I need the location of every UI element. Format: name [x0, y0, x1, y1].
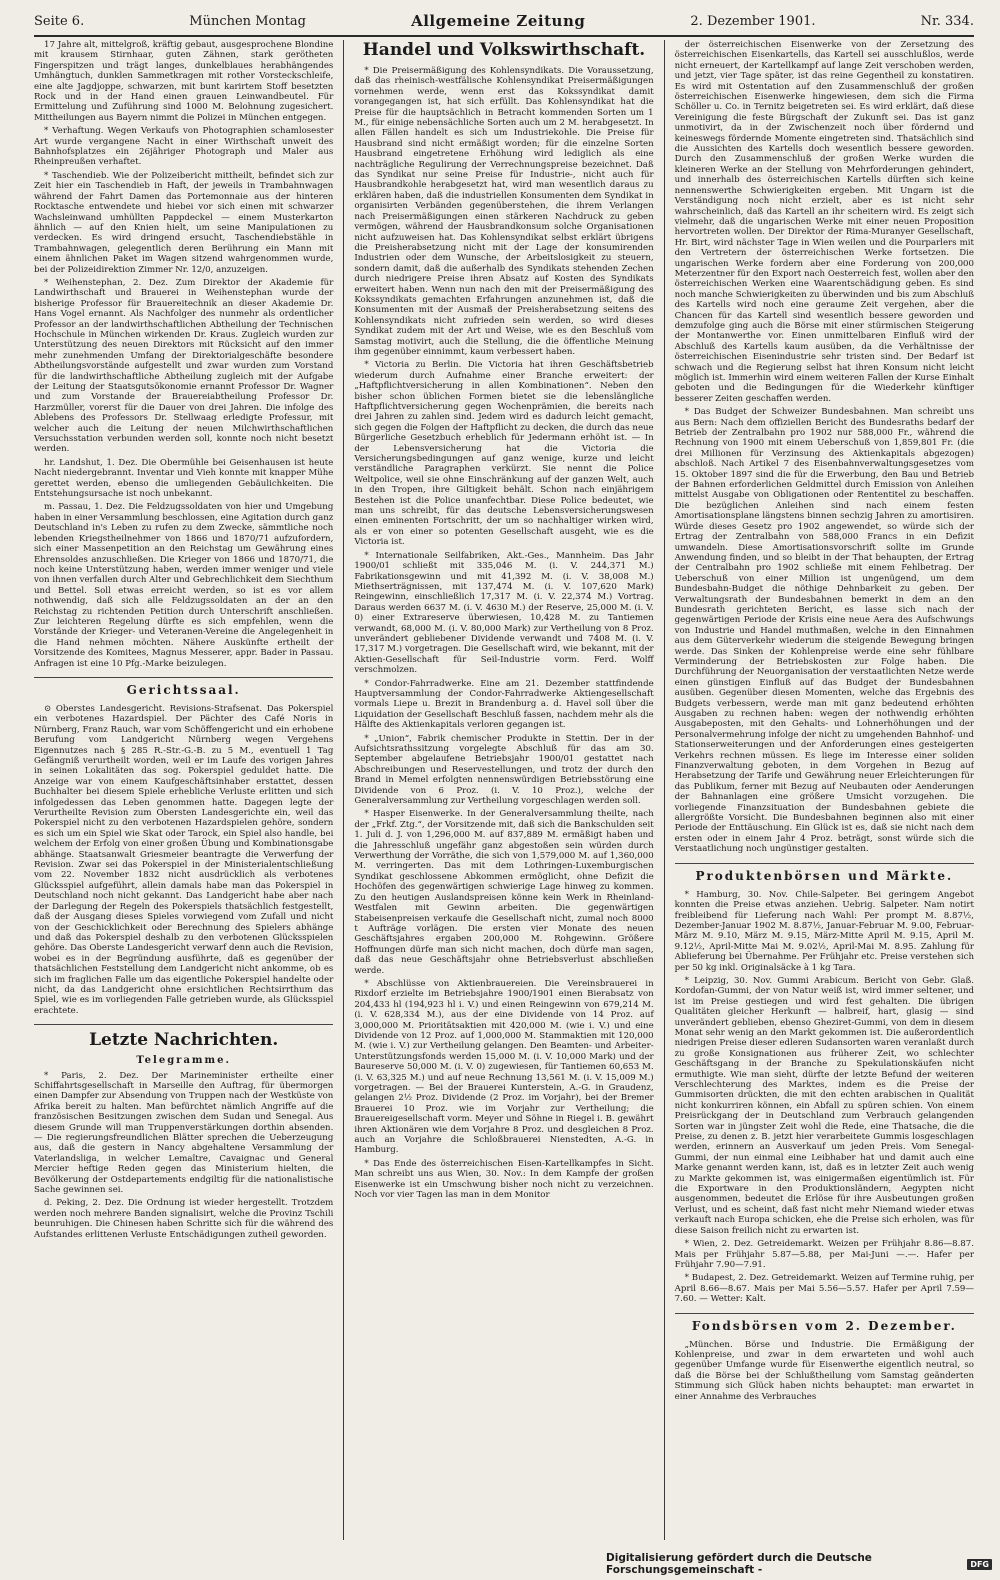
article: * Victoria zu Berlin. Die Victoria hat ihren Geschäftsbetrieb wiederum durch Aufnahme einer Branche erweitert: der „Haftpflichtversicherung in allen Kombinationen“. Neben den bisher schon üblichen Formen bietet sie die lebenslängliche Haftpflichtversicherung gegen Wochenprämien, die bereits nach drei Jahren zu zahlen sind. Jedem wird es dadurch leicht gemacht, sich gegen die Folgen der Haftpflicht zu decken, die durch das neue Bürgerliche Gesetzbuch erheblich für Jedermann erhöht ist. — In der Lebensversicherung hat die Victoria die Versicherungsbedingungen auf ganz wenige, kurze und leicht verständliche Paragraphen verkürzt. Sie nennt die Police Weltpolice, weil sie ohne Einschränkung auf der ganzen Welt, auch in den Tropen, ihre Giltigkeit behält. Schon nach einjährigem Bestehen ist die Police unanfechtbar. Diese Police bedeutet, wie man uns schreibt, für das deutsche Lebensversicherungswesen einen eminenten Fortschritt, der um so nachhaltiger wirken wird, als er von einer so potenten Gesellschaft ausgeht, wie es die Victoria ist.	[354, 360, 654, 548]
dfg-logo: DFG	[967, 1559, 992, 1570]
article: ⊙ Oberstes Landesgericht. Revisions-Strafsenat. Das Pokerspiel ein verbotenes Hazardspiel. Der Pächter des Café Noris in Nürnberg, Franz Rauch, war vom Schöffengericht und ein erhobene Berufung vom Landgericht Nürnberg wegen Vergehens Eigennutzes nach § 285 R.-Str.-G.-B. zu 5 M., eventuell 1 Tag Gefängniß verurtheilt worden, weil er im Laufe des vorigen Jahres in seinen Lokalitäten das sog. Pokerspiel geduldet hatte. Die Anzeige war von einem Kaufgeschäftsinhaber erstattet, dessen Buchhalter bei diesem Spiele erhebliche Verluste erlitten und sich infolgedessen das Leben genommen hatte. Dagegen legte der Verurtheilte Revision zum Obersten Landesgerichte ein, weil das Pokerspiel nicht zu den verbotenen Hazardspielen gehöre, sondern es sich um ein Spiel wie Skat oder Tarock, ein Spiel also handle, bei welchem der Erfolg von einer großen Übung und Kombinationsgabe abhänge. Staatsanwalt Griesmeier beantragte die Verwerfung der Revision. Zwar sei das Pokerspiel in der Ministerialentschließung vom 22. November 1832 nicht ausdrücklich als verbotenes Glücksspiel aufgeführt, allein damals habe man das Pokerspiel in Deutschland noch nicht gekannt. Das Landgericht habe aber nach der Darlegung der Regeln des Pokerspiels thatsächlich festgestellt, daß der Ausgang dieses Spieles vorwiegend vom Zufall und nicht von der Geschicklichkeit oder Berechnung des Spielers abhänge und daß das Pokerspiel deshalb zu den verbotenen Glücksspielen gehöre. Das Oberste Landesgericht verwarf denn auch die Revision, wobei es in der Begründung ausführte, daß es gegenüber der thatsächlichen Feststellung dem Landgericht nicht ankomme, ob es sich im fraglichen Falle um das eigentliche Pokerspiel handelte oder nicht, da das Landgericht ohne ersichtlichen Rechtsirrthum das Spiel, wie es im vorliegenden Falle getrieben wurde, als Glücksspiel erachtete.	[34, 703, 334, 1016]
article: hr. Landshut, 1. Dez. Die Obermühle bei Geisenhausen ist heute Nacht niedergebrannt. Inventar und Vieh konnte mit knapper Mühe gerettet werden, ebenso die umliegenden Gebäulichkeiten. Die Entstehungsursache ist noch unbekannt.	[34, 457, 334, 500]
section-heading-gerichtssaal: Gerichtssaal.	[34, 677, 333, 698]
article: * Hasper Eisenwerke. In der Generalversammlung theilte, nach der „Frkf. Ztg.“, der Vorsitzende mit, daß sich die Bankschulden seit 1. Juli d. J. von 1,296,000 M. auf 837,889 M. ermäßigt haben und die Jahresschluß ungefähr ganz abgestoßen sein würden durch Verwerthung der Vorräthe, die sich von 1,579,000 M. auf 1,360,000 M. verringerten. Das mit dem Lothringen-Luxemburgischen Syndikat geschlossene Abkommen ermöglicht, ohne Defizit die Hochöfen des gegenwärtigen schwierige Lage hinweg zu kommen. Zu den heutigen Auslandspreisen könne kein Werk in Rheinland-Westfalen mit Gewinn arbeiten. Die gegenwärtigen Stabeisenpreisen verkaufe die Gesellschaft nicht, zumal noch 8000 t Aufträge vorlägen. Die ersten vier Monate des neuen Geschäftsjahres ergaben 200,000 M. Rohgewinn. Größere Hoffnungen dürfe man sich nicht machen, doch dürfe man sagen, daß das neue Geschäftsjahr ohne Betriebsverlust abschließen werde.	[354, 809, 654, 976]
article: * Wien, 2. Dez. Getreidemarkt. Weizen per Frühjahr 8.86—8.87. Mais per Frühjahr 5.87—5.88, per Mai-Juni —.—. Hafer per Frühjahr 7.90—7.91.	[674, 1239, 974, 1270]
masthead-title: Allgemeine Zeitung	[411, 12, 586, 30]
article: * Das Budget der Schweizer Bundesbahnen. Man schreibt uns aus Bern: Nach dem offiziellen Bericht des Bundesraths bedarf der Betrieb der Zentralbahn pro 1902 nur 588,000 Fr., während die Rechnung von 1900 mit einem Ueberschuß von 1,859,801 Fr. (die drei Millionen für Verzinsung des Aktienkapitals abgezogen) abschloß. Nach Artikel 7 des Eisenbahnverwaltungsgesetzes vom 15. Oktober 1897 sind die für die Erwerbung, den Bau und Betrieb der Bahnen erforderlichen Geldmittel durch Emission von Anleihen mittelst Ausgabe von Obligationen oder Rententitel zu beschaffen. Die bezüglichen Anleihen sind nach einem festen Amortisationsplane längstens binnen sechzig Jahren zu amortisiren. Würde dieses Gesetz pro 1902 angewendet, so würde sich der Ertrag der Zentralbahn von 588,000 Francs in ein Defizit umwandeln. Diese Amortisationsvorschrift sollte im Grunde Anwendung finden, und so bleibt in der That behaupten, der Ertrag der Centralbahn pro 1902 schließe mit einem Fehlbetrag. Der Ueberschuß von einer Million ist ungenügend, um dem Bundesbahn-Budget die nöthige Dehnbarkeit zu geben. Der Verwaltungsrath der Bundesbahnen bemerkt in dem an den Bundesrath gerichteten Bericht, es lasse sich nach der gegenwärtigen Periode der Krisis eine neue Aera des Aufschwungs von Industrie und Handel muthmaßen, welche in den Einnahmen aus dem Güterverkehr wiederum die steigende Bewegung bringen werde. Das Sinken der Kohlenpreise werde eine sehr fühlbare Verminderung der Betriebskosten zur Folge haben. Die Durchführung der Neuorganisation der verstaatlichten Netze werde einen günstigen Einfluß auf das Budget der Bundesbahnen ausüben. Gegenüber diesen Momenten, welche das Ergebnis des Budgets verbessern, werde man mit ganz bedeutend erhöhten Ausgaben zu rechnen haben: wegen der nothwendig erhöhten Ausgabeposten, mit den Gehalts- und Lohnerhöhungen und der Personalvermehrung infolge der nicht zu umgehenden Bahnhof- und Stationserweiterungen und der Anforderungen eines gesteigerten Verkehrs rechnen müssen. Es liege im Interesse einer soliden Finanzverwaltung geboten, in dem Vorgehen in Bezug auf Herabsetzung der Tarife und Gewährung neuer Erleichterungen für das Publikum, ferner mit Bezug auf Neubauten oder Aenderungen der Bahnanlagen eine größere Umsicht vorzugehen. Die vorliegende Finanzsituation der Bundesbahnen gebiete die allergrößte Vorsicht. Die Bundesbahnen beginnen also mit einer Periode der Enttäuschung. Ein Glück ist es, daß sie nicht nach dem ersten oder in einem Jahr 4 Proz. beträgt, sonst würde sich die Verstaatlichung noch ungünstiger gestalten.	[674, 407, 974, 855]
article: * Abschlüsse von Aktienbrauereien. Die Vereinsbrauerei in Rixdorf erzielte im Betriebsjahre 1900/1901 einen Bierabsatz von 204,433 hl (194,923 hl i. V.) und einen Reingewinn von 679,214 M. (i. V. 628,334 M.), aus der eine Dividende von 14 Proz. auf 3,000,000 M. Prioritätsaktien mit 420,000 M. (wie i. V.) und eine Dividende von 12 Proz. auf 1,000,000 M. Stammaktien mit 120,000 M. (wie i. V.) zur Vertheilung gelangen. Den Beamten- und Arbeiter-Unterstützungsfonds werden 15,000 M. (i. V. 10,000 Mark) und der Baureserve 50,000 M. (i. V. 0) zugewiesen, für Tantiemen 60,653 M. (i. V. 63,325 M.) und auf neue Rechnung 13,561 M. (i. V. 15,009 M.) vorgetragen. — Bei der Brauerei Kunterstein, A.-G. in Graudenz, gelangen 2½ Proz. Dividende (2 Proz. im Vorjahr), bei der Bremer Brauerei 10 Proz. wie im Vorjahr zur Vertheilung; die Brauereigesellschaft vorm. Meyer und Söhne in Riegel i. B. gewährt ihren Aktionären wie dem Vorjahre 8 Proz. und desgleichen 8 Proz. auch an Vorjahre die Schloßbrauerei Nienstedten, A.-G. in Hamburg.	[354, 978, 654, 1156]
issue-label: München Montag	[189, 13, 306, 29]
article: d. Peking, 2. Dez. Die Ordnung ist wieder hergestellt. Trotzdem werden noch mehrere Banden signalisirt, welche die Provinz Tschili beunruhigen. Die Chinesen haben Schritte sich für die während des Aufstandes erlittenen Verluste Entschädigungen zutheil geworden.	[34, 1198, 334, 1240]
newspaper-page	[14, 6, 988, 1550]
article: „München. Börse und Industrie. Die Ermäßigung der Kohlenpreise, und zwar in dem erwarteten und wohl auch gegenüber Umfange wurde für Eisenwerthe eigentlich neutral, so daß die Börse bei der Schlußtheilung vom Samstag geänderten Stimmung sich Glück haben nichts behauptet: man erwartet in einer Annahme des Verbrauches	[674, 1339, 974, 1402]
article: * Hamburg, 30. Nov. Chile-Salpeter. Bei geringem Angebot konnten die Preise etwas anziehen. Uebrig. Salpeter. Nam notirt freibleibend für Lieferung nach Wahl: Per prompt M. 8.87½, Dezember-Januar 1902 M. 8.87½, Januar-Februar M. 9.00, Februar-März M. 9.10, März M. 9.15, März-Mitte April M. 9.15, April M. 9.12½, April-Mitte Mai M. 9.02½, April-Mai M. 8.95. Zahlung für Ablieferung bei Übernahme. Per Frühjahr etc. Preise verstehen sich per 50 kg inkl. Originalsäcke à 1 kg Tara.	[674, 889, 974, 973]
article: * Weihenstephan, 2. Dez. Zum Direktor der Akademie für Landwirthschaft und Brauerei in Weihenstephan wurde der bisherige Professor für Brauereitechnik an dieser Akademie Dr. Hans Vogel ernannt. Als Nachfolger des nunmehr als ordentlicher Professor an der landwirthschaftlichen Abtheilung der Technischen Hochschule in München wirkenden Dr. Kraus. Zugleich wurden zur Unterstützung des neuen Direktors mit Rücksicht auf den immer mehr zunehmenden Umfang der Direktorialgeschäfte besondere Abtheilungsvorstände aufgestellt und zwar wurden zum Vorstand für die landwirthschaftliche Abtheilung zugleich mit der Aufgabe der Leitung der Staatsgutsökonomie ernannt Professor Dr. Wagner und zum Vorstande der Brauereiabtheilung Professor Dr. Harzmüller, vorerst für die Dauer von drei Jahren. Die infolge des Ablebens des Professors Dr. Stellwaag erledigte Professur, mit welcher auch die Leitung der neuen Milchwirthschaftlichen Versuchsstation verbunden werden soll, konnte noch nicht besetzt werden.	[34, 277, 334, 455]
article: * „Union“, Fabrik chemischer Produkte in Stettin. Der in der Aufsichtsrathssitzung vorgelegte Abschluß für das am 30. September abgelaufene Betriebsjahr 1900/01 gestattet nach Abschreibungen und Reservestellungen, und trotz der durch den Brand in Memel erfolgten nennenswürdigen Betriebsstörung eine Dividende von 6 Proz. (i. V. 10 Proz.), welche der Generalversammlung zur Vertheilung vorgeschlagen werden soll.	[354, 733, 654, 807]
article: * Condor-Fahrradwerke. Eine am 21. Dezember stattfindende Hauptversammlung der Condor-Fahrradwerke Aktiengesellschaft vormals Liepe u. Brezit in Brandenburg a. d. Havel soll über die Liquidation der Gesellschaft Beschluß fassen, nachdem mehr als die Hälfte des Aktienkapitals verloren gegangen ist.	[354, 678, 654, 731]
column-1	[34, 40, 344, 1540]
article: * Paris, 2. Dez. Der Marineminister ertheilte einer Schiffahrtsgesellschaft in Marseille den Auftrag, für übermorgen einen Dampfer zur Absendung von Truppen nach der Westküste von Afrika bereit zu halten. Man befürchtet nämlich Angriffe auf die französischen Besitzungen zwischen dem Sudan und Senegal. Aus diesem Grunde will man Truppenverstärkungen dorthin absenden. — Die regierungsfreundlichen Blätter sprechen die Ueberzeugung aus, daß die gestern in Nancy abgehaltene Versammlung der Vaterlandsliga, in welcher Lemaître, Cavaignac und General Mercier heftige Reden gegen das Ministerium hielten, die Bevölkerung der Ostdepartements endgiltig für die nationalistische Sache gewinnen sei.	[34, 1070, 334, 1196]
article: * Verhaftung. Wegen Verkaufs von Photographien schamlosester Art wurde vergangene Nacht in einer Wirthschaft unweit des Bahnhofsplatzes ein 26jähriger Photograph und Maler aus Rheinpreußen verhaftet.	[34, 126, 334, 168]
columns	[34, 40, 974, 1540]
footer-text: Digitalisierung gefördert durch die Deutsche Forschungsgemeinschaft -	[606, 1552, 872, 1576]
article: m. Passau, 1. Dez. Die Feldzugssoldaten von hier und Umgebung haben in einer Versammlung beschlossen, eine Agitation durch ganz Deutschland in's Leben zu rufen zu dem Zwecke, sämmtliche noch lebenden Kriegstheilnehmer von 1866 und 1870/71 aufzufordern, sich einer Massenpetition an den Reichstag um Gewährung eines Ehrensoldes anzuschließen. Die Krieger von 1866 und 1870/71, die noch keine Unterstützung haben, werden immer weniger und viele von ihnen verfallen durch Alter und Gebrechlichkeit dem Siechthum und Bettel. Soll etwas erreicht werden, so ist es vor allem nothwendig, daß sich alle Feldzugssoldaten an der an den Reichstag zu richtenden Petition durch Unterschrift anschließen. Zur leichteren Regelung dürfte es sich empfehlen, wenn die Vorstände der Krieger- und Veteranen-Vereine die Angelegenheit in die Hand nehmen möchten. Nähere Auskünfte ertheilt der Vorsitzende des Komitees, Magnus Messerer, appr. Bader in Passau. Anfragen ist eine 10 Pfg.-Marke beizulegen.	[34, 502, 334, 669]
digitization-footer	[606, 1552, 992, 1576]
article: * Budapest, 2. Dez. Getreidemarkt. Weizen auf Termine ruhig, per April 8.66—8.67. Mais per Mai 5.56—5.57. Hafer per April 7.59—7.60. — Wetter: Kalt.	[674, 1273, 974, 1305]
section-heading-produktenboersen: Produktenbörsen und Märkte.	[675, 863, 974, 884]
issue-number: Nr. 334.	[920, 13, 974, 29]
article: 17 Jahre alt, mittelgroß, kräftig gebaut, ausgesprochene Blondine mit krausem Stirnhaar, guten Zähnen, stark gerötheten Fingerspitzen und trägt langes, dunkelblaues herabhängendes Umhängtuch, dunklen Sammetkragen mit rother Vorsteckschleife, eine alte Jagdjoppe, schwarzen, mit bunt karirtem Stoff besetzten Rock und in der Hand einen grauen Leinwandbeutel. Für Ermittelung und Zuführung sind 1000 M. Belohnung zugesichert. Mittheilungen aus Bayern nimmt die Polizei in München entgegen.	[34, 40, 334, 123]
section-heading-handel: Handel und Volkswirthschaft.	[362, 40, 646, 60]
article: * Leipzig, 30. Nov. Gummi Arabicum. Bericht von Gebr. Glaß. Kordofan-Gummi, der von Natur weiß ist, wird immer seltener, und ist im Preise gestiegen und wird fest gehalten. Die übrigen Qualitäten gleicher Herkunft — halbreif, hart, glasig — sind unverändert geblieben, ebenso Gheziret-Gummi, von dem in diesem Monat sehr wenig an den Markt gekommen ist. Die außerordentlich niedrigen Preise dieser edleren Sudansorten waren veranlaßt durch zu große Konsignationen aus früherer Zeit, wo schlechter Geschäftsgang in der Branche zu Spekulationskäufen nicht ermuthigte. Wie man sieht, dürfte der letzte Befund der weiteren Verschlechterung des Marktes, indem es die Preise der Gummisorten drückten, die mit den echten arabischen in Qualität nicht konkurriren können, ein Abfall zu spüren schien. Von einem Preisrückgang der in Deutschland zum Verbrauch gelangenden Sorten war in jüngster Zeit wohl die Rede, eine Thatsache, die die Preise, zu denen z. B. jetzt hier verarbeitete Gummis losgeschlagen werden, erinnern an Ausverkauf um jeden Preis. Vom Senegal-Gummi, der nun einmal eine Leibhaber hat und damit auch eine Marke genannt werden kann, ist, daß es in letzter Zeit auch wenig zu Markte gekommen ist, was einigermaßen eigentümlich ist. Für die Exportware in den Produktionsländern, Aegypten nicht ausgenommen, bedeutet die Erlöse für ihre Ausbeutungen großen Verlust, und es scheint, daß fast nicht mehr Niemand wieder etwas verkauft nach Europa schicken, ehe die Preise sich erholen, was für diese Saison freilich nicht zu erwarten ist.	[674, 975, 974, 1236]
issue-date: 2. Dezember 1901.	[690, 13, 816, 29]
article: * Internationale Seilfabriken, Akt.-Ges., Mannheim. Das Jahr 1900/01 schließt mit 335,046 M. (i. V. 244,371 M.) Fabrikationsgewinn und mit 41,392 M. (i. V. 38,008 M.) Miethserträgnissen, mit 137,474 M. (i. V. 107,620 Mark) Reingewinn, einschließlich 17,317 M. (i. V. 22,374 M.) Vortrag. Daraus werden 6637 M. (i. V. 4630 M.) der Reserve, 25,000 M. (i. V. 0) einer Extrareserve überwiesen, 10,428 M. zu Tantiemen verwandt, 68,000 M. (i. V. 80,000 Mark) zur Vertheilung von 8 Proz. unverändert gebliebener Dividende verwandt und 7408 M. (i. V. 17,317 M.) vorgetragen. Die Gesellschaft wird, wie bekannt, mit der Aktien-Gesellschaft für Seil-Industrie vorm. Ferd. Wolff verschmolzen.	[354, 550, 654, 676]
article: * Taschendieb. Wie der Polizeibericht mittheilt, befindet sich zur Zeit hier ein Taschendieb in Haft, der jeweils in Trambahnwagen während der Fahrt Damen das Portemonnaie aus der hinteren Rocktasche entwendete und hiebei vor sich einen mit schwarzer Wachsleinwand umhüllten Pappdeckel — einem Musterkarton ähnlich — auf den Knien hielt, um seine Manipulationen zu verdecken. Es wird dringend ersucht, Taschendiebstähle in Trambahnwagen, gelegentlich deren Berührung ein Mann mit einem ähnlichen Paket im Wagen sitzend wahrgenommen wurde, bei der Polizeidirektion Zimmer Nr. 12/0, anzuzeigen.	[34, 170, 334, 275]
subheading-telegramme: Telegramme.	[136, 1055, 231, 1067]
page-header	[34, 10, 974, 37]
column-3	[665, 40, 974, 1540]
article: * Die Preisermäßigung des Kohlensyndikats. Die Voraussetzung, daß das rheinisch-westfälische Kohlensyndikat Preisermäßigungen vornehmen werde, wenn erst das Kokssyndikat damit vorangegangen ist, hat sich erfüllt. Das Kohlensyndikat hat die Preise für die hauptsächlich in Betracht kommenden Sorten um 1 M., für einige nebensächliche Sorten auch um 2 M. herabgesetzt. In allen Fällen handelt es sich um Industriekohle. Die Preise für Hausbrand sind nicht ermäßigt worden; für die einzelne Sorten Hausbrand eingetretene Erhöhung wird lediglich als eine nachträgliche Regulirung der Verrechnungspreise bezeichnet. Daß das Syndikat nur seine Preise für Industrie-, nicht auch für Hausbrandkohle herabgesetzt hat, wird man wesentlich daraus zu erklären haben, daß die industriellen Konsumenten dem Syndikat in organisirten Verbänden gegenüberstehen, die ihrem Verlangen nach Preisermäßigungen einen stärkeren Nachdruck zu geben vermögen, während der Hausbrandkonsum solche Organisationen nicht aufzuweisen hat. Das Kohlensyndikat selbst erklärt übrigens die Preisherabsetzung nicht mit der Lage der konsumirenden Industrien oder dem Wunsche, der Arbeitslosigkeit zu steuern, sondern damit, daß die außerhalb des Syndikats stehenden Zechen durch niedrigere Preise ihren Absatz auf Kosten des Syndikats erweitert haben. Wenn nun nach den mit der Preisermäßigung des Kokssyndikats gemachten Erfahrungen anzunehmen ist, daß die Konsumenten mit der Ausmaß der Preisherabsetzung seitens des Kohlensyndikats nicht zufrieden sein werden, so wird dieses Syndikat zudem mit der Art und Weise, wie es den Beschluß vom Samstag motivirt, auch die Stellung, die die öffentliche Meinung ihm gegenüber einnimmt, kaum verbessert haben.	[354, 66, 654, 357]
section-heading-fondsboersen: Fondsbörsen vom 2. Dezember.	[675, 1313, 974, 1334]
column-2	[344, 40, 664, 1540]
article: * Das Ende des österreichischen Eisen-Kartellkampfes in Sicht. Man schreibt uns aus Wien, 30. Nov.: In dem Kampfe der großen Eisenwerke ist ein Umschwung bisher noch nicht zu verzeichnen. Noch vor vier Tagen las man in dem Monitor	[354, 1158, 654, 1201]
section-heading-letzte-nachrichten: Letzte Nachrichten.	[34, 1024, 333, 1050]
page-number: Seite 6.	[34, 13, 85, 29]
article: der österreichischen Eisenwerke von der Zersetzung des österreichischen Eisenkartells, das Kartell sei ausschlußlos, werde nicht erneuert, der Kartellkampf auf lange Zeit verschoben werden, und jetzt, vier Tage später, ist das reine Gegentheil zu konstatiren. Es wird mit Ostentation auf den Zusammenschluß der großen österreichischen Eisenwerke hingewiesen, dem sich die Firma Schöller u. Co. in Ternitz beigetreten sei. Es wird erklärt, daß diese Vereinigung die feste Bürgschaft der Zukunft sei. Das ist ganz unmotivirt, da in der Zwischenzeit noch über fördernd und keineswegs fördernde Momente eingetreten sind. Thatsächlich sind die Aussichten des Kartells doch wesentlich bessere geworden. Durch den Zusammenschluß der großen Werke wurden die kleineren Werke an der Stellung von Mehrforderungen gehindert, und innerhalb des österreichischen Kartells dürften sich keine nennenswerthe Schwierigkeiten ergeben. Mit Ungarn ist die Verständigung noch nicht erzielt, aber es ist nicht sehr wahrscheinlich, daß das Kartell an ihr scheitern wird. Es zeigt sich vielmehr, daß die ungarischen Werke mit einer neuen Proposition hervortreten wollen. Der Direktor der Rima-Muranyer Gesellschaft, Hr. Birt, wird nächster Tage in Wien weilen und die Pourparlers mit den Vertretern der österreichischen Werke fortsetzen. Die ungarischen Werke fordern aber eine Forderung von 200,000 Meterzentner für den Export nach Oesterreich fest, wollen aber den österreichischen Werken eine Waarentschädigung geben. Es sind noch manche Schwierigkeiten zu überwinden und bis zum Abschluß des Kartells wird noch eine geraume Zeit vergehen, aber die Chancen für das Kartell sind wesentlich bessere geworden und demzufolge ging auch die Börse mit einer stürmischen Steigerung der Montanwerthe vor. Einen unmittelbaren Einfluß wird der Abschluß des Kartells kaum ausüben, da die Verhältnisse der österreichischen Eisenindustrie sehr tristen sind. Der Bedarf ist schwach und die Regierung selbst hat ihren Konsum nicht leicht möglich ist. Immerhin wird einem weiteren Fallen der Kurse Einhalt geboten und die Bedingungen für die Wiederkehr künftiger besserer Zeiten geschaffen werden.	[674, 40, 974, 404]
